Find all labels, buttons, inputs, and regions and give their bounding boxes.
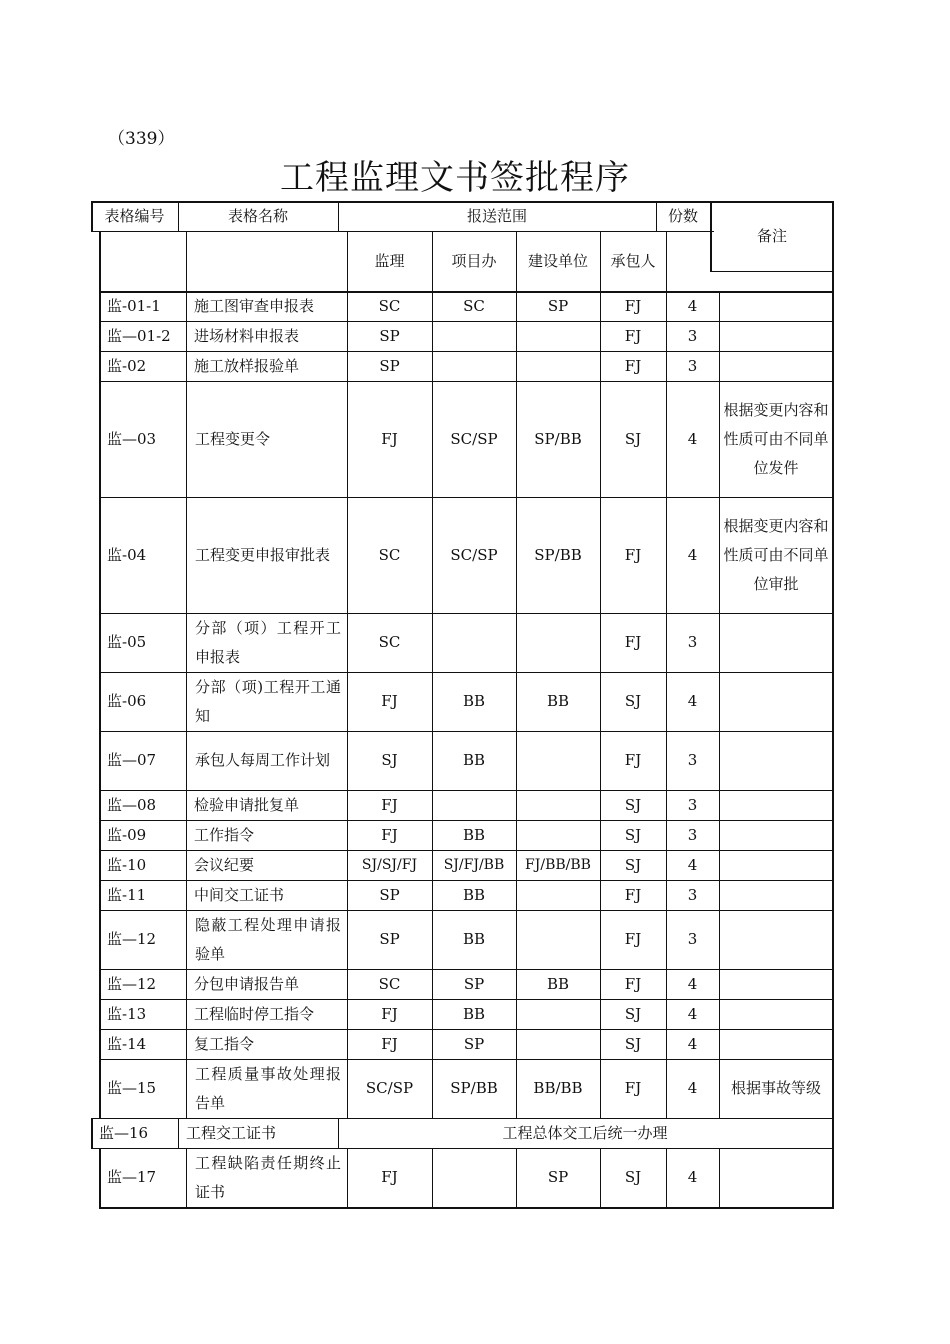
row-copies-8 [666,790,719,820]
row-owner-14 [516,999,600,1029]
header-name-text: 表格名称 [227,206,288,225]
header-code-text: 表格编号 [104,206,165,225]
row-code-6 [99,672,186,731]
row-project-office-5 [432,613,516,672]
row-project-office-0-text: SC [463,296,485,315]
row-code-17-text: 监—16 [99,1123,149,1142]
row-code-14-text: 监-13 [107,1004,147,1023]
row-contractor-8-text: SJ [624,795,642,814]
row-copies-5 [666,613,719,672]
row-code-12-text: 监—12 [107,930,157,948]
row-owner-3 [516,381,600,497]
row-project-office-8 [432,790,516,820]
table-rule [186,231,187,291]
row-project-office-9 [432,820,516,850]
header-project-office-text: 项目办 [451,251,497,270]
row-supervision-8-text: FJ [381,795,398,814]
row-owner-13 [516,969,600,999]
row-supervision-1-text: SP [379,326,400,345]
row-supervision-6 [347,672,432,731]
row-copies-1-text: 3 [687,326,698,345]
row-owner-11 [516,880,600,910]
row-code-10-text: 监-10 [107,855,147,874]
row-name-16 [186,1059,347,1118]
row-supervision-9 [347,820,432,850]
row-code-2 [99,351,186,381]
row-contractor-1 [600,321,666,351]
row-contractor-16 [600,1059,666,1118]
row-supervision-16-text: SC/SP [365,1079,414,1097]
row-code-13-text: 监—12 [107,974,157,993]
row-supervision-18-text: FJ [381,1168,398,1186]
row-supervision-10-text: SJ/SJ/FJ [361,856,418,873]
row-code-3 [99,381,186,497]
row-supervision-15 [347,1029,432,1059]
row-name-18-text: 工程缺陷责任期终止证书 [195,1153,341,1201]
row-owner-15 [516,1029,600,1059]
header-owner [516,231,600,291]
row-contractor-7 [600,731,666,790]
row-contractor-7-text: FJ [624,751,642,769]
row-contractor-15 [600,1029,666,1059]
table-rule [832,201,834,291]
row-supervision-9-text: FJ [381,825,398,844]
row-remark-1 [719,321,833,351]
row-project-office-11 [432,880,516,910]
row-owner-1 [516,321,600,351]
row-contractor-15-text: SJ [624,1034,642,1053]
row-name-8-text: 检验申请批复单 [194,795,300,814]
row-name-3 [186,381,347,497]
row-contractor-11 [600,880,666,910]
row-name-5-text: 分部（项）工程开工申报表 [195,618,341,666]
row-supervision-12-text: SP [379,930,400,948]
row-project-office-6 [432,672,516,731]
row-copies-13 [666,969,719,999]
row-name-10 [186,850,347,880]
row-supervision-3-text: FJ [381,429,398,448]
row-name-9-text: 工作指令 [194,825,255,844]
row-remark-8 [719,790,833,820]
row-name-11-text: 中间交工证书 [194,885,285,904]
row-contractor-4 [600,497,666,613]
row-name-1 [186,321,347,351]
row-supervision-12 [347,910,432,969]
row-remark-5 [719,613,833,672]
row-owner-2 [516,351,600,381]
header-remark [712,201,832,271]
row-supervision-11 [347,880,432,910]
row-contractor-4-text: FJ [624,545,642,564]
row-copies-4 [666,497,719,613]
row-remark-13 [719,969,833,999]
row-project-office-4 [432,497,516,613]
row-name-4 [186,497,347,613]
row-copies-16 [666,1059,719,1118]
row-remark-18 [719,1148,833,1207]
row-name-11 [186,880,347,910]
row-owner-7 [516,731,600,790]
row-copies-12-text: 3 [687,930,698,948]
row-code-7-text: 监—07 [107,751,157,769]
header-supervision [347,231,432,291]
row-contractor-2 [600,351,666,381]
row-project-office-7 [432,731,516,790]
row-supervision-15-text: FJ [381,1034,398,1053]
header-code [91,201,178,231]
row-name-7 [186,731,347,790]
row-supervision-13-text: SC [378,974,401,993]
row-code-15-text: 监-14 [107,1034,147,1053]
row-name-12 [186,910,347,969]
row-copies-8-text: 3 [687,795,698,814]
row-contractor-0 [600,291,666,321]
row-contractor-10 [600,850,666,880]
row-owner-0 [516,291,600,321]
row-supervision-14 [347,999,432,1029]
row-contractor-9 [600,820,666,850]
row-contractor-10-text: SJ [624,855,642,874]
row-copies-7 [666,731,719,790]
row-copies-0 [666,291,719,321]
header-contractor-text: 承包人 [610,251,656,270]
row-name-17 [178,1118,338,1148]
row-supervision-0 [347,291,432,321]
page-number: （339） [108,129,175,149]
row-project-office-12 [432,910,516,969]
row-code-15 [99,1029,186,1059]
row-contractor-9-text: SJ [624,825,642,844]
row-name-15-text: 复工指令 [194,1034,255,1053]
header-copies [656,201,710,231]
row-owner-13-text: BB [546,974,570,993]
row-code-10 [99,850,186,880]
row-code-18-text: 监—17 [107,1168,157,1186]
row-supervision-3 [347,381,432,497]
row-code-13 [99,969,186,999]
row-remark-3-text: 根据变更内容和性质可由不同单位发件 [723,400,829,477]
row-supervision-11-text: SP [379,885,400,904]
row-remark-6 [719,672,833,731]
row-copies-7-text: 3 [687,751,698,769]
header-scope-text: 报送范围 [466,206,527,225]
row-supervision-16 [347,1059,432,1118]
row-remark-10 [719,850,833,880]
row-contractor-3 [600,381,666,497]
row-remark-4 [719,497,833,613]
row-supervision-5-text: SC [378,633,401,651]
row-copies-10 [666,850,719,880]
header-copies-text: 份数 [667,206,698,225]
row-supervision-14-text: FJ [381,1004,398,1023]
row-contractor-12-text: FJ [624,930,642,948]
row-copies-18-text: 4 [687,1168,698,1186]
row-owner-10 [516,850,600,880]
header-supervision-text: 监理 [374,251,405,270]
row-project-office-15-text: SP [463,1034,485,1053]
table-rule [99,231,101,291]
row-name-17-text: 工程交工证书 [186,1123,277,1142]
row-supervision-0-text: SC [378,296,401,315]
row-remark-4-text: 根据变更内容和性质可由不同单位审批 [723,516,829,593]
row-remark-16 [719,1059,833,1118]
row-code-17 [91,1118,178,1148]
row-name-18 [186,1148,347,1207]
row-name-0 [186,291,347,321]
row-name-2 [186,351,347,381]
row-copies-4-text: 4 [687,545,698,564]
row-project-office-6-text: BB [462,692,486,710]
row-owner-0-text: SP [547,296,569,315]
row-code-7 [99,731,186,790]
row-supervision-1 [347,321,432,351]
row-name-6 [186,672,347,731]
row-remark-11 [719,880,833,910]
row-contractor-0-text: FJ [624,296,642,315]
row-contractor-6 [600,672,666,731]
row-owner-4-text: SP/BB [534,545,582,564]
row-project-office-13-text: SP [463,974,485,993]
row-name-13-text: 分包申请报告单 [194,974,300,993]
row-copies-11-text: 3 [687,885,698,904]
row-name-15 [186,1029,347,1059]
header-remark-text: 备注 [756,226,787,245]
row-contractor-14 [600,999,666,1029]
row-contractor-8 [600,790,666,820]
table-rule [99,1207,834,1209]
row-name-5 [186,613,347,672]
row-code-1 [99,321,186,351]
row-remark-2 [719,351,833,381]
row-name-9 [186,820,347,850]
row-code-11-text: 监-11 [107,885,147,904]
row-owner-5 [516,613,600,672]
row-copies-3 [666,381,719,497]
row-code-16 [99,1059,186,1118]
row-owner-16 [516,1059,600,1118]
row-name-12-text: 隐蔽工程处理申请报验单 [195,915,341,963]
row-supervision-8 [347,790,432,820]
row-name-7-text: 承包人每周工作计划 [195,751,331,769]
row-contractor-5-text: FJ [624,633,642,651]
row-name-2-text: 施工放样报验单 [194,356,300,375]
row-code-1-text: 监—01-2 [107,326,171,345]
row-copies-9-text: 3 [687,825,698,844]
row-merged-note-17-text: 工程总体交工后统一办理 [502,1123,668,1142]
row-project-office-14 [432,999,516,1029]
row-code-18 [99,1148,186,1207]
row-code-9-text: 监-09 [107,825,147,844]
row-code-0-text: 监-01-1 [107,296,161,315]
row-owner-4 [516,497,600,613]
row-code-16-text: 监—15 [107,1079,157,1097]
row-code-4-text: 监-04 [107,545,147,564]
row-project-office-0 [432,291,516,321]
row-name-1-text: 进场材料申报表 [194,326,300,345]
row-supervision-7-text: SJ [381,751,398,769]
row-supervision-4-text: SC [378,545,401,564]
row-contractor-5 [600,613,666,672]
row-remark-12 [719,910,833,969]
row-contractor-3-text: SJ [624,429,642,448]
row-copies-6-text: 4 [687,692,698,710]
row-copies-1 [666,321,719,351]
row-name-14-text: 工程临时停工指令 [194,1004,315,1023]
row-supervision-2-text: SP [379,356,400,375]
row-owner-10-text: FJ/BB/BB [525,856,591,873]
table-rule [666,231,667,291]
row-owner-16-text: BB/BB [533,1079,583,1097]
row-copies-14-text: 4 [687,1004,698,1023]
row-supervision-10 [347,850,432,880]
row-name-3-text: 工程变更令 [195,429,271,448]
row-contractor-14-text: SJ [624,1004,642,1023]
row-copies-9 [666,820,719,850]
row-contractor-18-text: SJ [624,1168,642,1186]
row-name-0-text: 施工图审查申报表 [194,296,315,315]
row-remark-0 [719,291,833,321]
row-project-office-16 [432,1059,516,1118]
row-supervision-13 [347,969,432,999]
row-project-office-16-text: SP/BB [450,1079,498,1097]
header-owner-text: 建设单位 [527,251,588,270]
row-project-office-14-text: BB [462,1004,486,1023]
row-contractor-1-text: FJ [624,326,642,345]
row-supervision-5 [347,613,432,672]
row-code-8 [99,790,186,820]
row-copies-15-text: 4 [687,1034,698,1053]
row-project-office-11-text: BB [462,885,486,904]
row-copies-18 [666,1148,719,1207]
row-remark-9 [719,820,833,850]
row-name-8 [186,790,347,820]
row-remark-16-text: 根据事故等级 [730,1079,821,1097]
row-code-5-text: 监-05 [107,633,147,651]
row-code-14 [99,999,186,1029]
row-project-office-18 [432,1148,516,1207]
row-remark-7 [719,731,833,790]
row-owner-6 [516,672,600,731]
table-rule [832,1118,834,1148]
row-code-4 [99,497,186,613]
row-project-office-3-text: SC/SP [450,429,498,448]
table-rule [710,271,834,272]
row-project-office-10 [432,850,516,880]
row-supervision-18 [347,1148,432,1207]
row-copies-3-text: 4 [687,429,698,448]
page-title: 工程监理文书签批程序 [280,158,630,198]
row-remark-15 [719,1029,833,1059]
row-copies-2-text: 3 [687,356,698,375]
row-copies-5-text: 3 [687,633,698,651]
row-contractor-16-text: FJ [624,1079,642,1097]
header-project-office [432,231,516,291]
row-copies-15 [666,1029,719,1059]
row-contractor-13 [600,969,666,999]
row-code-2-text: 监-02 [107,356,147,375]
row-contractor-11-text: FJ [624,885,642,904]
row-contractor-18 [600,1148,666,1207]
row-copies-6 [666,672,719,731]
row-project-office-1 [432,321,516,351]
row-copies-13-text: 4 [687,974,698,993]
row-copies-14 [666,999,719,1029]
row-project-office-7-text: BB [462,751,486,769]
row-code-3-text: 监—03 [107,429,157,448]
row-supervision-7 [347,731,432,790]
row-copies-11 [666,880,719,910]
row-owner-9 [516,820,600,850]
row-code-12 [99,910,186,969]
row-project-office-10-text: SJ/FJ/BB [443,856,505,873]
row-supervision-6-text: FJ [381,692,398,710]
row-name-10-text: 会议纪要 [194,855,255,874]
header-scope [338,201,656,231]
row-remark-14 [719,999,833,1029]
row-owner-3-text: SP/BB [534,429,582,448]
row-code-5 [99,613,186,672]
row-contractor-13-text: FJ [624,974,642,993]
row-copies-12 [666,910,719,969]
row-code-9 [99,820,186,850]
row-project-office-2 [432,351,516,381]
row-owner-8 [516,790,600,820]
row-code-0 [99,291,186,321]
row-copies-10-text: 4 [687,855,698,874]
row-remark-3 [719,381,833,497]
header-contractor [600,231,666,291]
row-owner-6-text: BB [546,692,570,710]
row-merged-note-17 [338,1118,832,1148]
row-contractor-12 [600,910,666,969]
row-copies-0-text: 4 [687,296,698,315]
row-owner-18 [516,1148,600,1207]
row-project-office-15 [432,1029,516,1059]
row-name-14 [186,999,347,1029]
row-code-11 [99,880,186,910]
row-project-office-3 [432,381,516,497]
row-owner-18-text: SP [547,1168,569,1186]
row-project-office-4-text: SC/SP [450,545,498,564]
row-copies-2 [666,351,719,381]
row-code-8-text: 监—08 [107,795,157,814]
row-contractor-6-text: SJ [624,692,642,710]
row-name-6-text: 分部（项)工程开工通知 [195,677,341,725]
row-supervision-2 [347,351,432,381]
row-project-office-12-text: BB [462,930,486,948]
row-owner-12 [516,910,600,969]
header-name [178,201,338,231]
row-name-13 [186,969,347,999]
row-project-office-13 [432,969,516,999]
row-supervision-4 [347,497,432,613]
row-name-16-text: 工程质量事故处理报告单 [195,1064,341,1112]
row-name-4-text: 工程变更申报审批表 [195,545,331,564]
row-project-office-9-text: BB [462,825,486,844]
row-code-6-text: 监-06 [107,692,147,710]
row-copies-16-text: 4 [687,1079,698,1097]
row-contractor-2-text: FJ [624,356,642,375]
